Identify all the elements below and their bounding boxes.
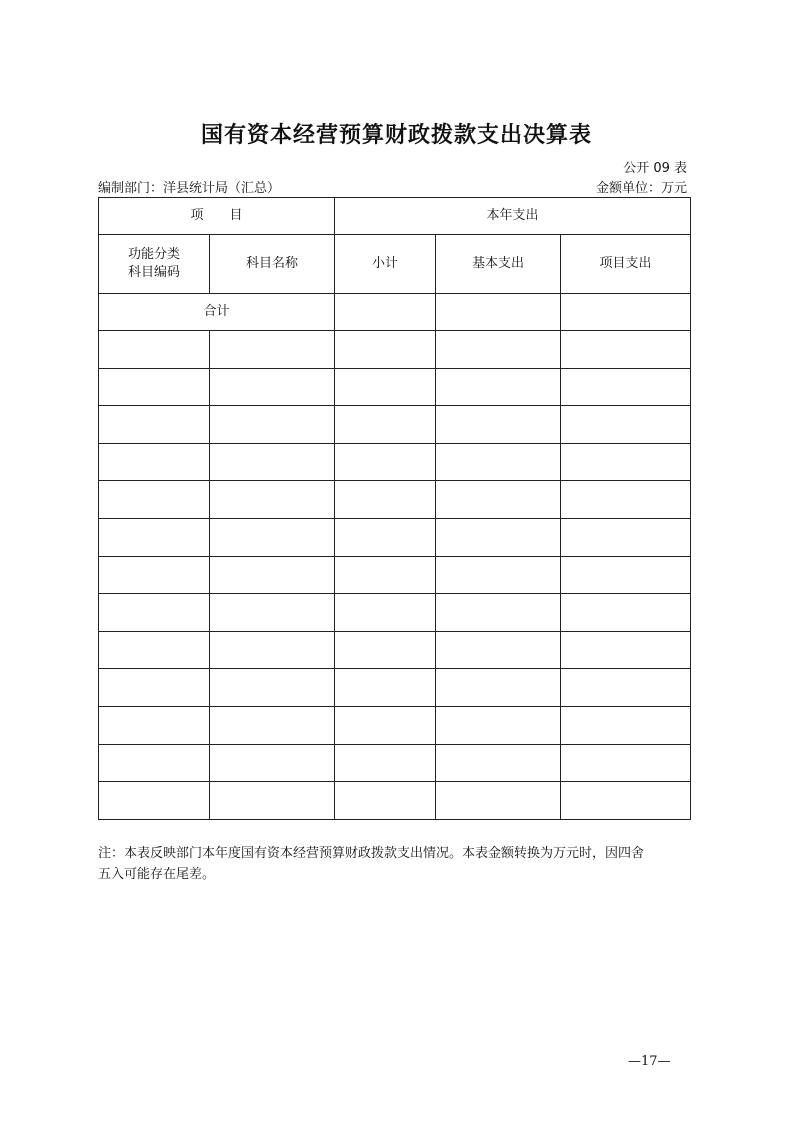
cell-subtotal [335, 481, 436, 519]
cell-project [561, 669, 691, 707]
cell-func-code [99, 782, 210, 820]
cell-basic [436, 782, 561, 820]
total-row [99, 294, 691, 331]
cell-subtotal [335, 782, 436, 820]
cell-subtotal [335, 594, 436, 632]
cell-subtotal [335, 406, 436, 444]
header-row-2 [99, 235, 691, 294]
cell-basic [436, 744, 561, 782]
cell-subtotal [335, 744, 436, 782]
cell-project [561, 518, 691, 556]
cell-project [561, 782, 691, 820]
table-row [99, 782, 691, 820]
cell-project [561, 594, 691, 632]
table-row [99, 744, 691, 782]
table-row [99, 443, 691, 481]
cell-subtotal [335, 706, 436, 744]
cell-project [561, 443, 691, 481]
table-row [99, 406, 691, 444]
header-project-expenditure: 项目支出 [561, 235, 691, 294]
cell-basic [436, 556, 561, 594]
cell-subject-name [210, 631, 335, 669]
cell-project [561, 368, 691, 406]
cell-basic [436, 669, 561, 707]
cell-func-code [99, 706, 210, 744]
table-row [99, 706, 691, 744]
cell-basic [436, 331, 561, 369]
total-project [561, 294, 691, 331]
footnote [98, 843, 698, 885]
table-row [99, 556, 691, 594]
cell-subtotal [335, 331, 436, 369]
cell-subject-name [210, 594, 335, 632]
cell-func-code [99, 518, 210, 556]
cell-func-code [99, 594, 210, 632]
footnote-line-2: 五入可能存在尾差。 [98, 867, 216, 882]
cell-project [561, 556, 691, 594]
form-code: 公开 09 表 [623, 161, 687, 176]
cell-basic [436, 706, 561, 744]
header-func-class-line2: 科目编码 [127, 265, 180, 280]
cell-basic [436, 631, 561, 669]
cell-basic [436, 594, 561, 632]
header-func-class-code [99, 235, 210, 294]
total-label: 合计 [99, 294, 335, 331]
header-subject-name: 科目名称 [210, 235, 335, 294]
cell-subject-name [210, 406, 335, 444]
cell-subject-name [210, 744, 335, 782]
table-row [99, 518, 691, 556]
cell-basic [436, 406, 561, 444]
cell-basic [436, 518, 561, 556]
cell-project [561, 631, 691, 669]
cell-func-code [99, 669, 210, 707]
cell-subject-name [210, 443, 335, 481]
cell-project [561, 331, 691, 369]
table-row [99, 669, 691, 707]
cell-project [561, 406, 691, 444]
cell-subtotal [335, 368, 436, 406]
cell-subject-name [210, 481, 335, 519]
cell-func-code [99, 331, 210, 369]
cell-func-code [99, 631, 210, 669]
table-row [99, 594, 691, 632]
header-func-class-line1: 功能分类 [127, 247, 180, 262]
page-number: —17— [628, 1054, 671, 1069]
expenditure-table [98, 197, 691, 820]
cell-subject-name [210, 368, 335, 406]
footnote-line-1: 注：本表反映部门本年度国有资本经营预算财政拨款支出情况。本表金额转换为万元时，因四舍 [98, 846, 645, 861]
cell-subtotal [335, 669, 436, 707]
table-row [99, 368, 691, 406]
cell-basic [436, 368, 561, 406]
cell-subject-name [210, 706, 335, 744]
cell-func-code [99, 368, 210, 406]
header-item: 项 目 [99, 198, 335, 235]
table-row [99, 481, 691, 519]
cell-func-code [99, 443, 210, 481]
header-row-1 [99, 198, 691, 235]
cell-func-code [99, 556, 210, 594]
header-current-year-expenditure: 本年支出 [335, 198, 691, 235]
cell-basic [436, 481, 561, 519]
cell-subject-name [210, 669, 335, 707]
cell-project [561, 706, 691, 744]
cell-func-code [99, 481, 210, 519]
cell-project [561, 744, 691, 782]
cell-subtotal [335, 631, 436, 669]
cell-project [561, 481, 691, 519]
header-subtotal: 小计 [335, 235, 436, 294]
total-basic [436, 294, 561, 331]
department-label: 编制部门：洋县统计局（汇总） [98, 181, 281, 196]
cell-func-code [99, 744, 210, 782]
cell-subject-name [210, 518, 335, 556]
page-title: 国有资本经营预算财政拨款支出决算表 [200, 122, 592, 148]
table-row [99, 331, 691, 369]
cell-subtotal [335, 443, 436, 481]
cell-subtotal [335, 518, 436, 556]
amount-unit-label: 金额单位：万元 [595, 181, 687, 196]
cell-subject-name [210, 331, 335, 369]
header-basic-expenditure: 基本支出 [436, 235, 561, 294]
cell-subject-name [210, 782, 335, 820]
total-subtotal [335, 294, 436, 331]
table-body [99, 198, 691, 820]
cell-func-code [99, 406, 210, 444]
table-row [99, 631, 691, 669]
cell-subtotal [335, 556, 436, 594]
cell-subject-name [210, 556, 335, 594]
cell-basic [436, 443, 561, 481]
